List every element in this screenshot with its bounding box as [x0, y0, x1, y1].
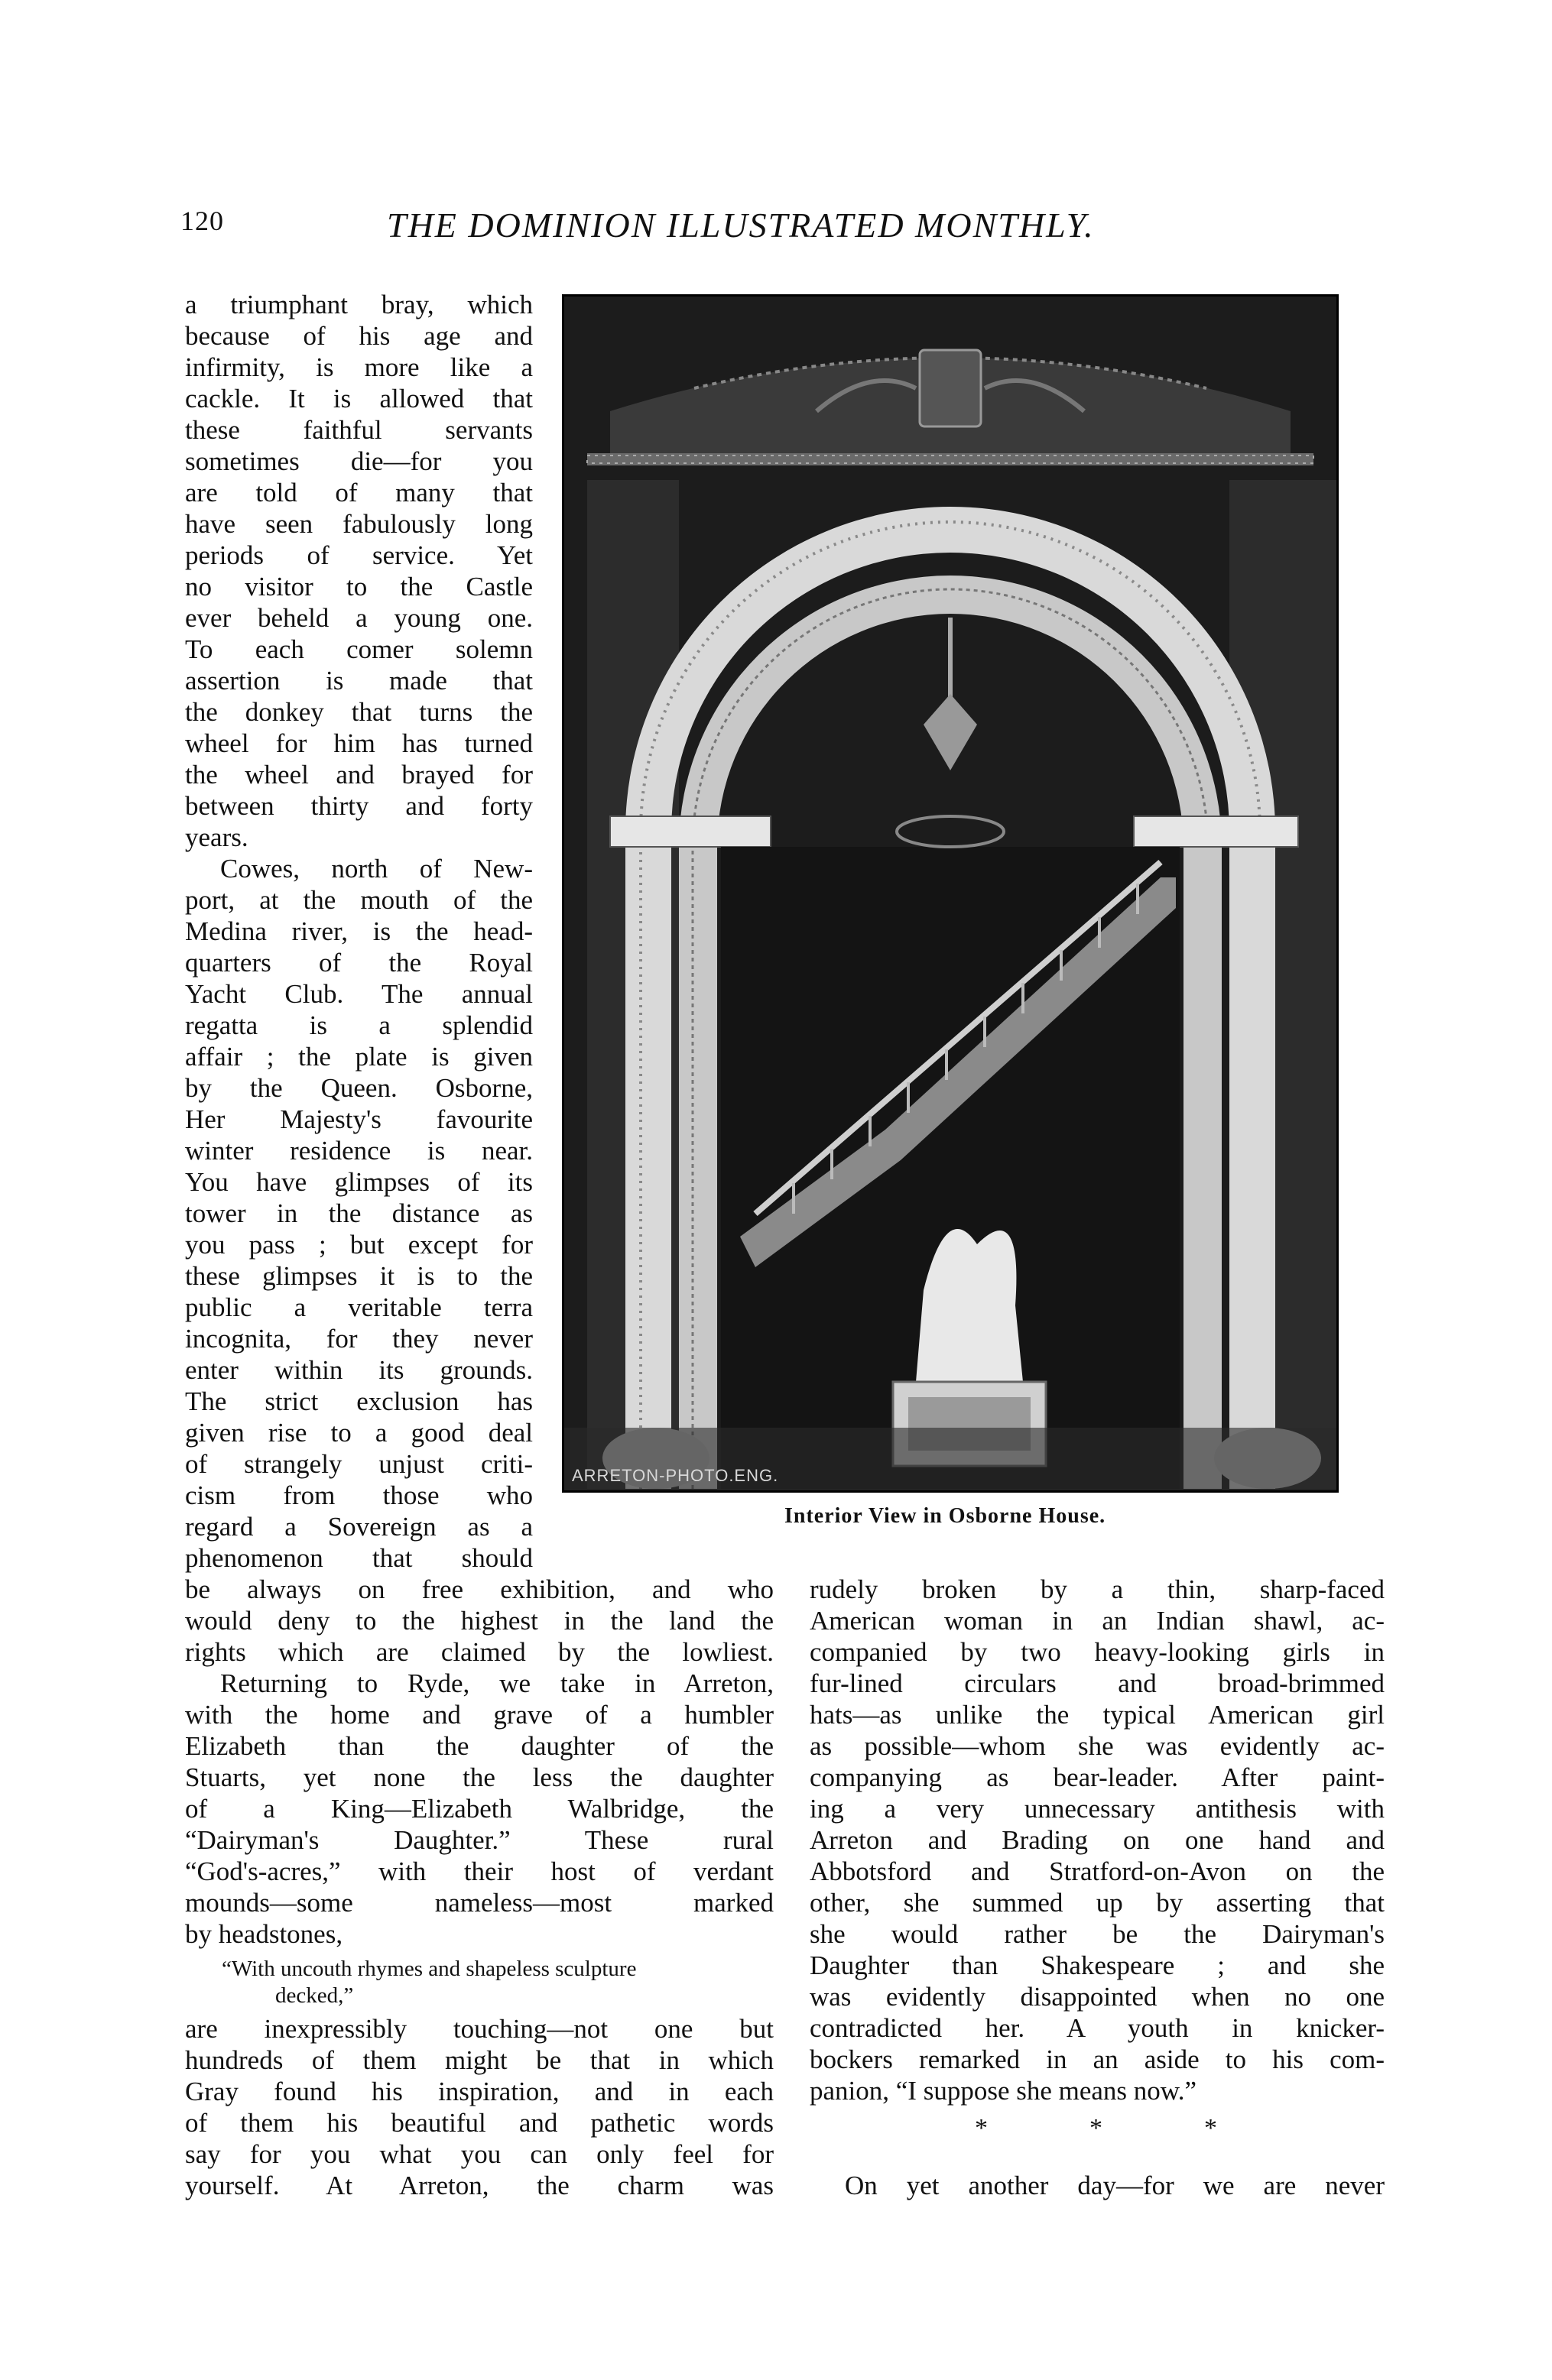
text-line: by the Queen. Osborne, — [185, 1073, 533, 1103]
text-line: panion, “I suppose she means now.” — [810, 2076, 1197, 2106]
text-line: no visitor to the Castle — [185, 572, 533, 601]
text-line: You have glimpses of its — [185, 1167, 533, 1197]
text-line: port, at the mouth of the — [185, 885, 533, 915]
text-line: incognita, for they never — [185, 1324, 533, 1354]
separator-star: * — [975, 2114, 988, 2142]
text-line: given rise to a good deal — [185, 1418, 533, 1448]
text-line: ing a very unnecessary antithesis with — [810, 1794, 1385, 1824]
separator-star: * — [1204, 2114, 1217, 2142]
separator-star: * — [1089, 2114, 1102, 2142]
text-line: Medina river, is the head- — [185, 916, 533, 946]
text-line: mounds—some nameless—most marked — [185, 1888, 774, 1918]
text-line: On yet another day—for we are never — [845, 2171, 1385, 2200]
text-line: sometimes die—for you — [185, 446, 533, 476]
quote-line: decked,” — [275, 1983, 354, 2008]
text-line: Gray found his inspiration, and in each — [185, 2077, 774, 2106]
text-line: Abbotsford and Stratford-on-Avon on the — [810, 1856, 1385, 1886]
text-line: affair ; the plate is given — [185, 1042, 533, 1072]
text-line: of them his beautiful and pathetic words — [185, 2108, 774, 2138]
text-line: bockers remarked in an aside to his com- — [810, 2044, 1385, 2074]
text-line: contradicted her. A youth in knicker- — [810, 2013, 1385, 2043]
text-line: public a veritable terra — [185, 1292, 533, 1322]
text-line: fur-lined circulars and broad-brimmed — [810, 1668, 1385, 1698]
text-line: quarters of the Royal — [185, 948, 533, 978]
text-line: To each comer solemn — [185, 634, 533, 664]
text-line: Elizabeth than the daughter of the — [185, 1731, 774, 1761]
text-line: hats—as unlike the typical American girl — [810, 1700, 1385, 1730]
text-line: Stuarts, yet none the less the daughter — [185, 1762, 774, 1792]
text-line: would deny to the highest in the land the — [185, 1606, 774, 1636]
text-line: these faithful servants — [185, 415, 533, 445]
text-line: these glimpses it is to the — [185, 1261, 533, 1291]
text-line: regatta is a splendid — [185, 1010, 533, 1040]
text-line: hundreds of them might be that in which — [185, 2045, 774, 2075]
text-line: by headstones, — [185, 1919, 343, 1949]
text-line: Arreton and Brading on one hand and — [810, 1825, 1385, 1855]
text-line: Her Majesty's favourite — [185, 1104, 533, 1134]
text-line: the donkey that turns the — [185, 697, 533, 727]
text-line: rights which are claimed by the lowliest. — [185, 1637, 774, 1667]
text-line: “God's-acres,” with their host of verdant — [185, 1856, 774, 1886]
text-line: between thirty and forty — [185, 791, 533, 821]
text-line: years. — [185, 822, 248, 852]
text-line: was evidently disappointed when no one — [810, 1982, 1385, 2012]
text-line: wheel for him has turned — [185, 728, 533, 758]
text-line: cackle. It is allowed that — [185, 384, 533, 413]
text-line: tower in the distance as — [185, 1198, 533, 1228]
text-line: other, she summed up by asserting that — [810, 1888, 1385, 1918]
text-line: winter residence is near. — [185, 1136, 533, 1166]
photo-credit: ARRETON-PHOTO.ENG. — [572, 1466, 779, 1485]
text-line: of strangely unjust criti- — [185, 1449, 533, 1479]
staircase-arch-illustration — [564, 297, 1336, 1490]
text-line: Cowes, north of New- — [220, 854, 533, 884]
text-line: as possible—whom she was evidently ac- — [810, 1731, 1385, 1761]
text-line: companied by two heavy-looking girls in — [810, 1637, 1385, 1667]
text-line: are inexpressibly touching—not one but — [185, 2014, 774, 2044]
text-line: be always on free exhibition, and who — [185, 1574, 774, 1604]
text-line: say for you what you can only feel for — [185, 2139, 774, 2169]
text-line: she would rather be the Dairyman's — [810, 1919, 1385, 1949]
text-line: the wheel and brayed for — [185, 760, 533, 790]
text-line: phenomenon that should — [185, 1543, 533, 1573]
text-line: you pass ; but except for — [185, 1230, 533, 1260]
text-line: Daughter than Shakespeare ; and she — [810, 1950, 1385, 1980]
text-line: yourself. At Arreton, the charm was — [185, 2171, 774, 2200]
quote-line: “With uncouth rhymes and shapeless sculpture — [222, 1957, 637, 1981]
text-line: of a King—Elizabeth Walbridge, the — [185, 1794, 774, 1824]
osborne-interior-photo — [562, 294, 1339, 1493]
text-line: The strict exclusion has — [185, 1386, 533, 1416]
text-line: ever beheld a young one. — [185, 603, 533, 633]
running-title: THE DOMINION ILLUSTRATED MONTHLY. — [387, 206, 1095, 245]
text-line: have seen fabulously long — [185, 509, 533, 539]
text-line: because of his age and — [185, 321, 533, 351]
text-line: are told of many that — [185, 478, 533, 507]
text-line: enter within its grounds. — [185, 1355, 533, 1385]
text-line: Yacht Club. The annual — [185, 979, 533, 1009]
page-header — [180, 205, 1396, 251]
text-line: infirmity, is more like a — [185, 352, 533, 382]
text-line: cism from those who — [185, 1480, 533, 1510]
text-line: with the home and grave of a humbler — [185, 1700, 774, 1730]
text-line: American woman in an Indian shawl, ac- — [810, 1606, 1385, 1636]
text-line: “Dairyman's Daughter.” These rural — [185, 1825, 774, 1855]
text-line: Returning to Ryde, we take in Arreton, — [220, 1668, 774, 1698]
text-line: regard a Sovereign as a — [185, 1512, 533, 1542]
text-line: periods of service. Yet — [185, 540, 533, 570]
text-line: rudely broken by a thin, sharp-faced — [810, 1574, 1385, 1604]
text-line: a triumphant bray, which — [185, 290, 533, 319]
text-line: companying as bear-leader. After paint- — [810, 1762, 1385, 1792]
page-number: 120 — [180, 206, 224, 236]
text-line: assertion is made that — [185, 666, 533, 696]
figure-caption: Interior View in Osborne House. — [784, 1504, 1106, 1528]
